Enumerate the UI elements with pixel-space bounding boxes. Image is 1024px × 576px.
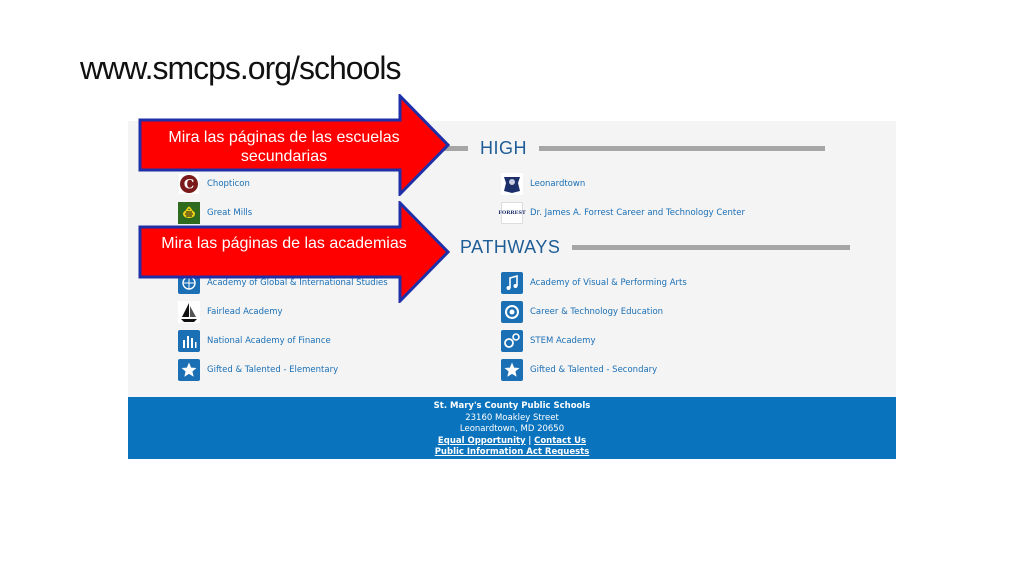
footer-links: [128, 436, 896, 448]
high-heading: HIGH: [480, 138, 527, 158]
academy-link-stem[interactable]: [501, 330, 595, 352]
academy-link-visual-arts[interactable]: [501, 272, 687, 294]
academy-link-gt-elementary[interactable]: [178, 359, 338, 381]
school-link-leonardtown[interactable]: [501, 173, 585, 195]
school-link-forrest-center[interactable]: [498, 202, 745, 224]
bar-chart-icon: [178, 330, 200, 352]
academy-name: Academy of Visual & Performing Arts: [530, 278, 687, 288]
academy-name: Academy of Global & International Studies: [207, 278, 388, 288]
music-note-icon: [501, 272, 523, 294]
svg-text:C: C: [183, 177, 195, 193]
slide-title: www.smcps.org/schools: [80, 50, 401, 86]
callout-text-pathways: Mira las páginas de las academias: [161, 235, 407, 252]
footer-city: Leonardtown, MD 20650: [459, 424, 565, 435]
school-name: Dr. James A. Forrest Career and Technology Center: [530, 208, 745, 218]
footer-street: 23160 Moakley Street: [465, 412, 559, 423]
star-icon: [178, 359, 200, 381]
contact-us-link[interactable]: Contact Us: [534, 435, 587, 446]
school-name: Chopticon: [207, 179, 250, 189]
school-name: Great Mills: [207, 208, 253, 218]
school-name: Leonardtown: [530, 179, 586, 189]
star-icon: [501, 359, 523, 381]
divider: [539, 146, 825, 151]
academy-name: Gifted & Talented - Elementary: [207, 365, 339, 375]
raider-logo-icon: [501, 173, 523, 195]
divider: [572, 245, 850, 250]
callout-text-high: Mira las páginas de las escuelas secundarias: [168, 129, 400, 165]
footer-separator: |: [528, 435, 532, 446]
gears-icon: [501, 330, 523, 352]
pathways-heading: PATHWAYS: [460, 237, 561, 257]
academy-name: STEM Academy: [530, 336, 596, 346]
forrest-logo-icon: [498, 202, 526, 224]
academy-name: Career & Technology Education: [530, 307, 664, 317]
academy-link-cte[interactable]: [501, 301, 663, 323]
academy-link-finance[interactable]: [178, 330, 331, 352]
equal-opportunity-link[interactable]: Equal Opportunity: [437, 435, 526, 446]
public-information-link[interactable]: Public Information Act Requests: [434, 447, 590, 458]
gear-icon: [501, 301, 523, 323]
forrest-logo-text: FORREST: [498, 210, 526, 216]
site-footer: [128, 397, 896, 459]
academy-link-gt-secondary[interactable]: [501, 359, 657, 381]
academy-name: Fairlead Academy: [207, 307, 283, 317]
sailboat-icon: [178, 301, 200, 323]
academy-name: National Academy of Finance: [207, 336, 331, 346]
academy-name: Gifted & Talented - Secondary: [530, 365, 658, 375]
footer-org: St. Mary's County Public Schools: [433, 401, 591, 411]
academy-link-fairlead[interactable]: [178, 301, 283, 323]
